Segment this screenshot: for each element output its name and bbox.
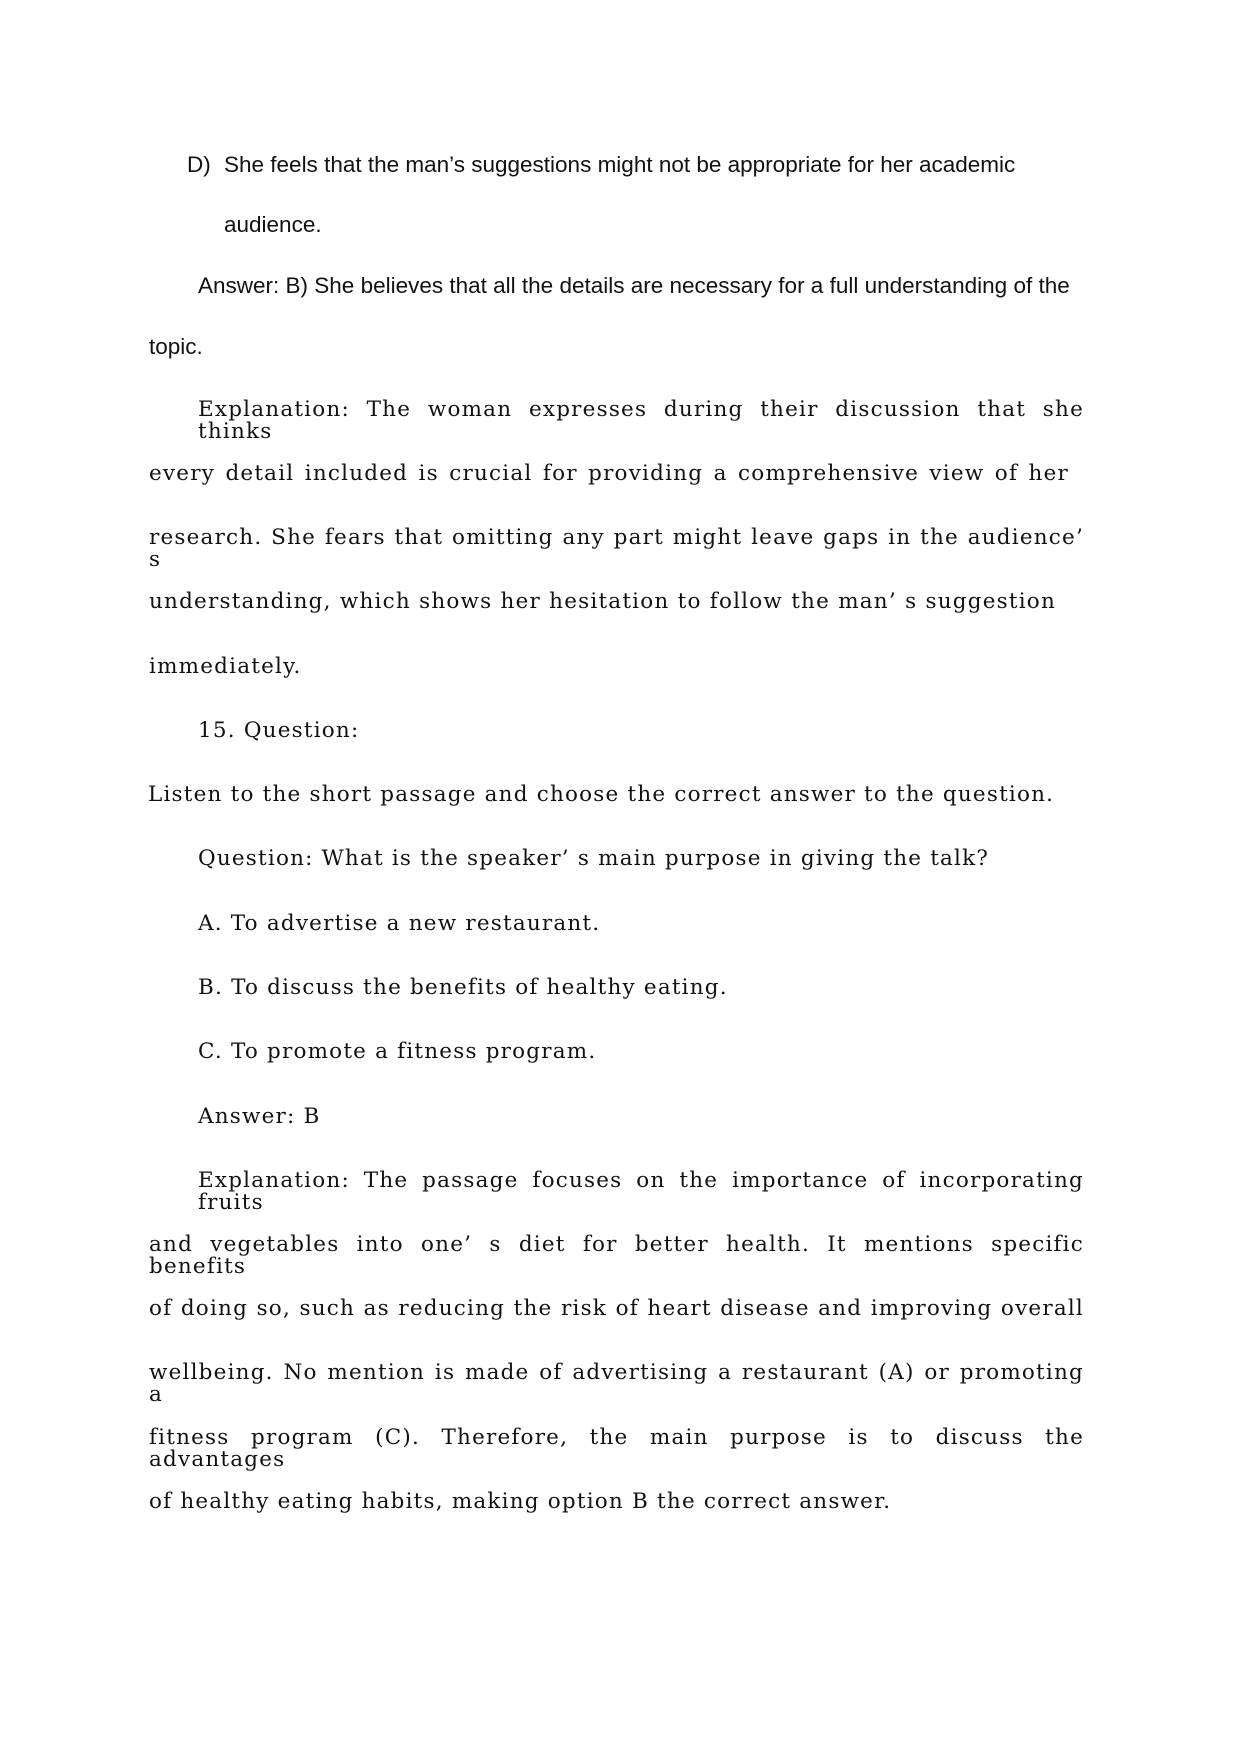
question-heading: 15. Question: — [198, 718, 360, 743]
option-b: B. To discuss the benefits of healthy eating. — [198, 975, 728, 1000]
option-d-text-continued: audience. — [224, 212, 322, 237]
explanation-line: of healthy eating habits, making option B the correct answer. — [149, 1489, 892, 1514]
explanation-line: Explanation: The passage focuses on the importance of incorporating fruits — [198, 1168, 1084, 1215]
explanation-line: fitness program (C). Therefore, the main purpose is to discuss the advantages — [149, 1425, 1084, 1472]
explanation-line: wellbeing. No mention is made of advertising a restaurant (A) or promoting a — [149, 1360, 1084, 1407]
prev-explanation-line: research. She fears that omitting any part might leave gaps in the audience’ s — [149, 525, 1084, 572]
prev-answer-continued: topic. — [149, 334, 203, 359]
question-prompt: Question: What is the speaker’ s main purpose in giving the talk? — [198, 846, 990, 871]
answer: Answer: B — [198, 1104, 321, 1129]
explanation-line: and vegetables into one’ s diet for better health. It mentions specific benefits — [149, 1232, 1084, 1279]
prev-explanation-line: immediately. — [149, 654, 302, 679]
option-d-text: She feels that the man’s suggestions might not be appropriate for her academic — [224, 152, 1016, 177]
prev-explanation-line: understanding, which shows her hesitation to follow the man’ s suggestion — [149, 589, 1056, 614]
prev-explanation-line: every detail included is crucial for providing a comprehensive view of her — [149, 461, 1069, 486]
prev-explanation-line: Explanation: The woman expresses during their discussion that she thinks — [198, 397, 1084, 444]
option-c: C. To promote a fitness program. — [198, 1039, 597, 1064]
explanation-line: of doing so, such as reducing the risk of heart disease and improving overall — [149, 1296, 1084, 1321]
option-d-label: D) — [187, 152, 211, 177]
option-a: A. To advertise a new restaurant. — [198, 911, 601, 936]
question-instruction: Listen to the short passage and choose the correct answer to the question. — [148, 782, 1055, 807]
prev-answer: Answer: B) She believes that all the details are necessary for a full understanding of the — [198, 273, 1070, 298]
